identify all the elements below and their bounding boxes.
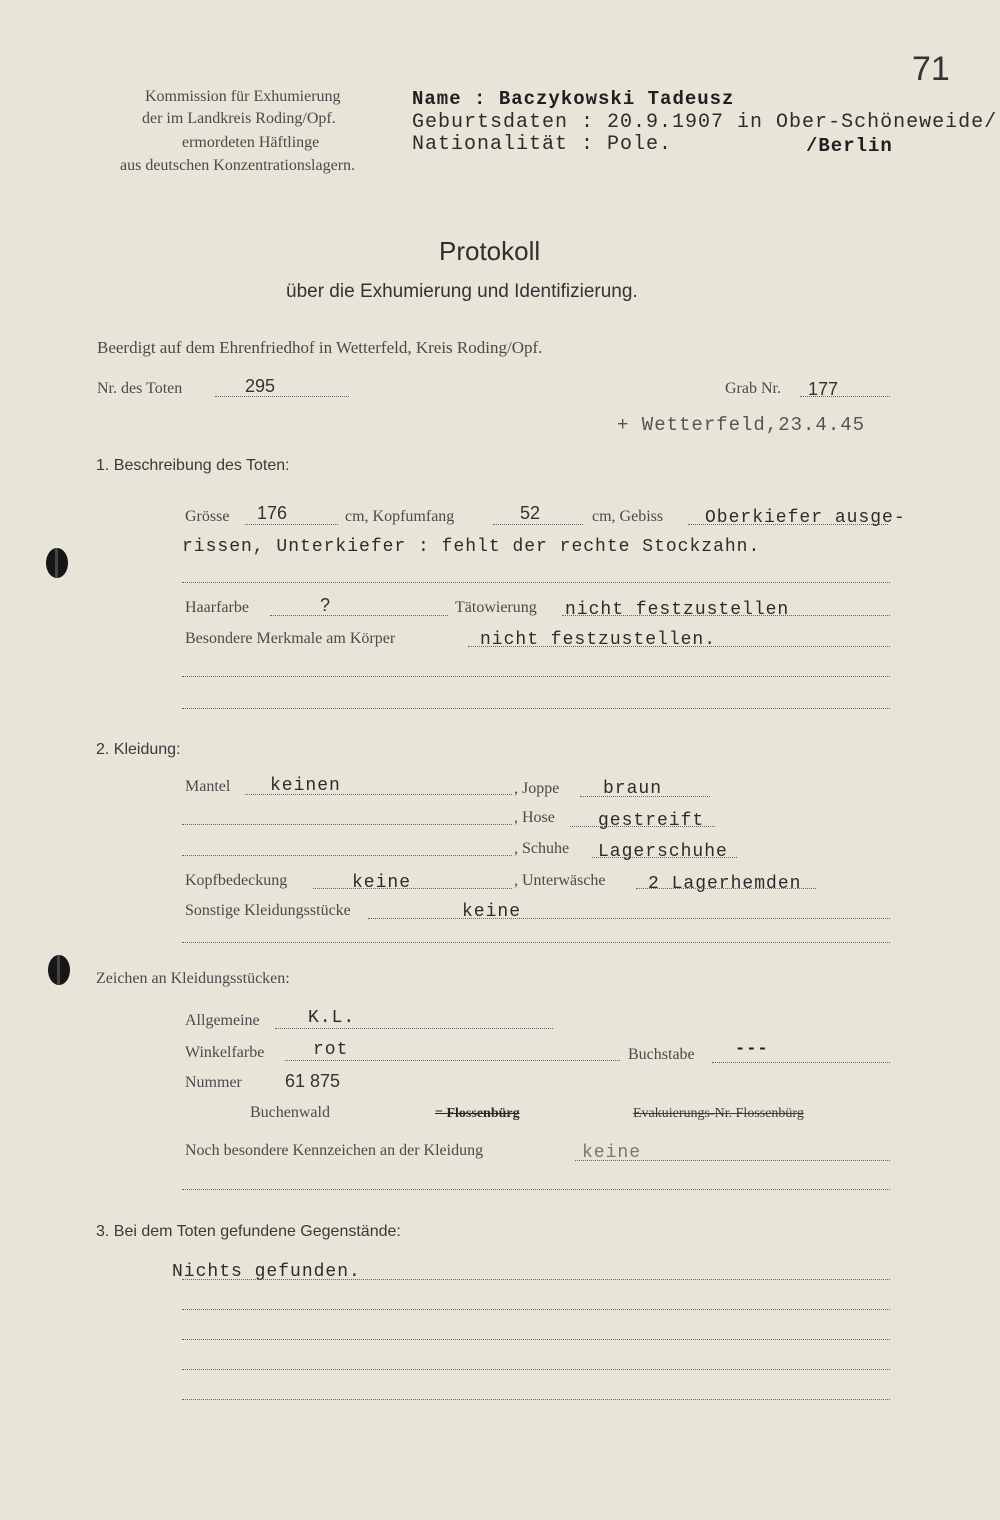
kopfbedeckung-label: Kopfbedeckung xyxy=(185,872,288,889)
punch-hole-top xyxy=(46,548,68,578)
punch-hole-bottom xyxy=(48,955,70,985)
kopfumfang-label: cm, Kopfumfang xyxy=(345,508,455,525)
sonstige-label: Sonstige Kleidungsstücke xyxy=(185,902,351,919)
unterwaesche-value: 2 Lagerhemden xyxy=(648,874,802,894)
gebiss-value-continuation: rissen, Unterkiefer : fehlt der rechte Stockzahn. xyxy=(182,537,761,557)
joppe-label: , Joppe xyxy=(514,780,560,797)
section-3-heading: 3. Bei dem Toten gefundene Gegenstände: xyxy=(96,1223,401,1240)
flossenburg-label: = Flossenbürg xyxy=(435,1106,520,1121)
nummer-value: 61 875 xyxy=(285,1071,341,1091)
haarfarbe-label: Haarfarbe xyxy=(185,599,249,616)
grave-number-value: 177 xyxy=(808,379,839,399)
document-subtitle: über die Exhumierung und Identifizierung. xyxy=(286,281,638,302)
sonstige-line xyxy=(368,918,890,919)
taetowierung-label: Tätowierung xyxy=(455,599,537,616)
sonstige-value: keine xyxy=(462,902,522,922)
joppe-value: braun xyxy=(603,779,663,799)
schuhe-value: Lagerschuhe xyxy=(598,842,728,862)
buchstabe-value: --- xyxy=(735,1040,769,1059)
person-name: Name : Baczykowski Tadeusz xyxy=(412,88,735,110)
gebiss-line-2 xyxy=(182,582,890,583)
death-note: + Wetterfeld,23.4.45 xyxy=(617,414,866,436)
haarfarbe-value: ? xyxy=(320,595,331,615)
sonstige-line-2 xyxy=(182,942,890,943)
death-number-line xyxy=(215,396,349,397)
person-nationality: Nationalität : Pole. xyxy=(412,133,673,156)
groesse-value: 176 xyxy=(257,503,288,523)
gebiss-value: Oberkiefer ausge- xyxy=(705,508,906,528)
document-title: Protokoll xyxy=(439,236,541,266)
noch-value: keine xyxy=(582,1143,642,1163)
death-number-value: 295 xyxy=(245,376,276,396)
gegenstaende-line-4 xyxy=(182,1369,890,1370)
commission-line-4: aus deutschen Konzentrationslagern. xyxy=(120,157,356,174)
schuhe-left-line xyxy=(182,855,512,856)
section-2-heading: 2. Kleidung: xyxy=(96,741,181,758)
gegenstaende-line-5 xyxy=(182,1399,890,1400)
kopfbedeckung-value: keine xyxy=(352,873,412,893)
buchstabe-line xyxy=(712,1062,890,1063)
mantel-value: keinen xyxy=(270,776,341,796)
death-number-label: Nr. des Toten xyxy=(97,380,183,397)
gebiss-label: cm, Gebiss xyxy=(592,508,664,525)
groesse-label: Grösse xyxy=(185,508,230,525)
commission-line-2: der im Landkreis Roding/Opf. xyxy=(142,110,336,127)
person-birth-place-continuation: /Berlin xyxy=(806,135,893,157)
schuhe-label: , Schuhe xyxy=(514,840,570,857)
section-1-heading: 1. Beschreibung des Toten: xyxy=(96,457,290,474)
allgemeine-line xyxy=(275,1028,553,1029)
page-number: 71 xyxy=(912,50,950,88)
commission-line-3: ermordeten Häftlinge xyxy=(182,134,320,151)
noch-label: Noch besondere Kennzeichen an der Kleidung xyxy=(185,1142,484,1159)
groesse-line xyxy=(245,524,338,525)
allgemeine-value: K.L. xyxy=(308,1008,356,1028)
nummer-label: Nummer xyxy=(185,1074,242,1091)
gegenstaende-line-1 xyxy=(182,1279,890,1280)
merkmale-line-3 xyxy=(182,708,890,709)
evakuierung-label: Evakuierungs-Nr. Flossenbürg xyxy=(633,1106,804,1121)
taetowierung-value: nicht festzustellen xyxy=(565,600,790,620)
section-3-value: Nichts gefunden. xyxy=(172,1262,361,1282)
merkmale-value: nicht festzustellen. xyxy=(480,630,717,650)
merkmale-label: Besondere Merkmale am Körper xyxy=(185,630,396,647)
kopfumfang-value: 52 xyxy=(520,503,541,523)
burial-place: Beerdigt auf dem Ehrenfriedhof in Wetterfeld, Kreis Roding/Opf. xyxy=(97,338,543,357)
commission-line-1: Kommission für Exhumierung xyxy=(145,88,341,105)
kopfbedeckung-line xyxy=(313,888,512,889)
allgemeine-label: Allgemeine xyxy=(185,1012,260,1029)
winkelfarbe-line xyxy=(285,1060,620,1061)
gegenstaende-line-3 xyxy=(182,1339,890,1340)
buchenwald-label: Buchenwald xyxy=(250,1104,330,1121)
gegenstaende-line-2 xyxy=(182,1309,890,1310)
hose-left-line xyxy=(182,824,512,825)
noch-line-2 xyxy=(182,1189,890,1190)
unterwaesche-label: , Unterwäsche xyxy=(514,872,606,889)
merkmale-line-2 xyxy=(182,676,890,677)
hose-value: gestreift xyxy=(598,811,705,831)
haarfarbe-line xyxy=(270,615,448,616)
person-birth: Geburtsdaten : 20.9.1907 in Ober-Schöneweide/ xyxy=(412,111,998,134)
grave-number-label: Grab Nr. xyxy=(725,380,781,397)
kopfumfang-line xyxy=(493,524,583,525)
marks-heading: Zeichen an Kleidungsstücken: xyxy=(96,970,290,987)
mantel-label: Mantel xyxy=(185,778,231,795)
hose-label: , Hose xyxy=(514,809,555,826)
buchstabe-label: Buchstabe xyxy=(628,1046,695,1063)
winkelfarbe-value: rot xyxy=(313,1040,349,1060)
winkelfarbe-label: Winkelfarbe xyxy=(185,1044,265,1061)
